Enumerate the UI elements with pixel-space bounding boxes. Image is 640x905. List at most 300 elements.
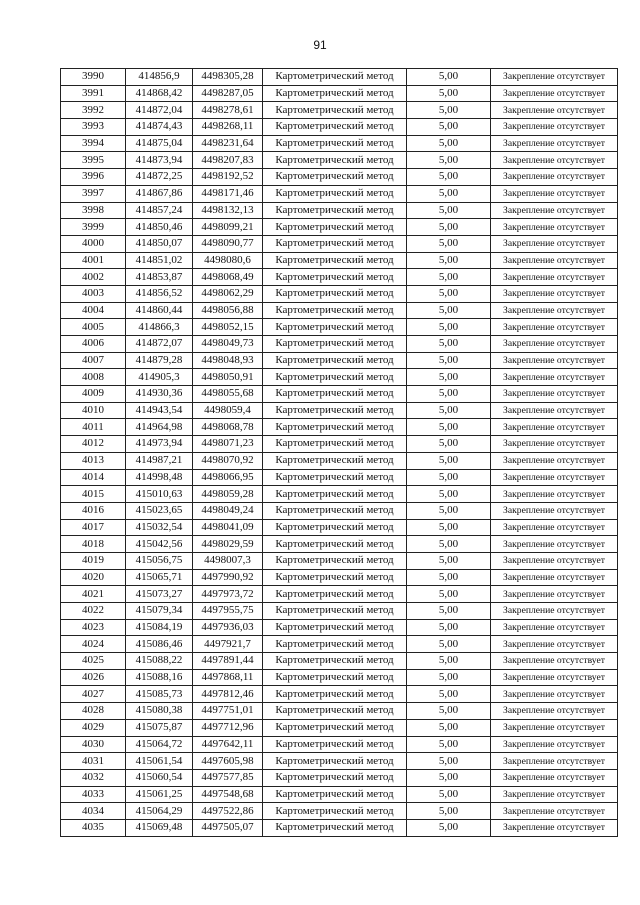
precision-cell: 5,00 bbox=[407, 235, 491, 252]
coord-y-cell: 4498287,05 bbox=[193, 85, 263, 102]
coord-x-cell: 415084,19 bbox=[126, 619, 193, 636]
point-number-cell: 4035 bbox=[61, 819, 126, 836]
point-number-cell: 4021 bbox=[61, 586, 126, 603]
fixation-cell: Закрепление отсутствует bbox=[491, 169, 618, 186]
coord-x-cell: 414873,94 bbox=[126, 152, 193, 169]
point-number-cell: 4005 bbox=[61, 319, 126, 336]
method-cell: Картометрический метод bbox=[263, 819, 407, 836]
method-cell: Картометрический метод bbox=[263, 669, 407, 686]
method-cell: Картометрический метод bbox=[263, 753, 407, 770]
precision-cell: 5,00 bbox=[407, 736, 491, 753]
method-cell: Картометрический метод bbox=[263, 185, 407, 202]
fixation-cell: Закрепление отсутствует bbox=[491, 703, 618, 720]
coord-y-cell: 4498062,29 bbox=[193, 285, 263, 302]
coord-y-cell: 4498192,52 bbox=[193, 169, 263, 186]
fixation-cell: Закрепление отсутствует bbox=[491, 519, 618, 536]
coord-x-cell: 414868,42 bbox=[126, 85, 193, 102]
coord-x-cell: 415064,72 bbox=[126, 736, 193, 753]
table-row bbox=[61, 419, 618, 436]
fixation-cell: Закрепление отсутствует bbox=[491, 636, 618, 653]
coord-y-cell: 4497891,44 bbox=[193, 653, 263, 670]
precision-cell: 5,00 bbox=[407, 769, 491, 786]
fixation-cell: Закрепление отсутствует bbox=[491, 402, 618, 419]
method-cell: Картометрический метод bbox=[263, 586, 407, 603]
coord-x-cell: 415056,75 bbox=[126, 552, 193, 569]
point-number-cell: 4028 bbox=[61, 703, 126, 720]
method-cell: Картометрический метод bbox=[263, 452, 407, 469]
precision-cell: 5,00 bbox=[407, 219, 491, 236]
coord-y-cell: 4497990,92 bbox=[193, 569, 263, 586]
table-row bbox=[61, 603, 618, 620]
coord-x-cell: 415073,27 bbox=[126, 586, 193, 603]
coord-y-cell: 4497522,86 bbox=[193, 803, 263, 820]
coord-x-cell: 414875,04 bbox=[126, 135, 193, 152]
point-number-cell: 4031 bbox=[61, 753, 126, 770]
method-cell: Картометрический метод bbox=[263, 269, 407, 286]
precision-cell: 5,00 bbox=[407, 753, 491, 770]
coord-x-cell: 415060,54 bbox=[126, 769, 193, 786]
table-row bbox=[61, 536, 618, 553]
point-number-cell: 4012 bbox=[61, 436, 126, 453]
coord-x-cell: 414964,98 bbox=[126, 419, 193, 436]
precision-cell: 5,00 bbox=[407, 719, 491, 736]
method-cell: Картометрический метод bbox=[263, 85, 407, 102]
fixation-cell: Закрепление отсутствует bbox=[491, 753, 618, 770]
table-row bbox=[61, 235, 618, 252]
precision-cell: 5,00 bbox=[407, 586, 491, 603]
precision-cell: 5,00 bbox=[407, 653, 491, 670]
point-number-cell: 3996 bbox=[61, 169, 126, 186]
table-row bbox=[61, 769, 618, 786]
point-number-cell: 3995 bbox=[61, 152, 126, 169]
table-row bbox=[61, 586, 618, 603]
table-row bbox=[61, 102, 618, 119]
table-row bbox=[61, 369, 618, 386]
precision-cell: 5,00 bbox=[407, 352, 491, 369]
precision-cell: 5,00 bbox=[407, 285, 491, 302]
precision-cell: 5,00 bbox=[407, 786, 491, 803]
point-number-cell: 3997 bbox=[61, 185, 126, 202]
point-number-cell: 4000 bbox=[61, 235, 126, 252]
fixation-cell: Закрепление отсутствует bbox=[491, 536, 618, 553]
table-row bbox=[61, 319, 618, 336]
coord-y-cell: 4498207,83 bbox=[193, 152, 263, 169]
method-cell: Картометрический метод bbox=[263, 402, 407, 419]
fixation-cell: Закрепление отсутствует bbox=[491, 586, 618, 603]
coord-x-cell: 415086,46 bbox=[126, 636, 193, 653]
point-number-cell: 3998 bbox=[61, 202, 126, 219]
coord-y-cell: 4498048,93 bbox=[193, 352, 263, 369]
fixation-cell: Закрепление отсутствует bbox=[491, 252, 618, 269]
precision-cell: 5,00 bbox=[407, 85, 491, 102]
method-cell: Картометрический метод bbox=[263, 736, 407, 753]
method-cell: Картометрический метод bbox=[263, 252, 407, 269]
point-number-cell: 4024 bbox=[61, 636, 126, 653]
precision-cell: 5,00 bbox=[407, 252, 491, 269]
coord-y-cell: 4497921,7 bbox=[193, 636, 263, 653]
fixation-cell: Закрепление отсутствует bbox=[491, 436, 618, 453]
precision-cell: 5,00 bbox=[407, 119, 491, 136]
fixation-cell: Закрепление отсутствует bbox=[491, 686, 618, 703]
precision-cell: 5,00 bbox=[407, 819, 491, 836]
point-number-cell: 4030 bbox=[61, 736, 126, 753]
coord-x-cell: 415088,16 bbox=[126, 669, 193, 686]
fixation-cell: Закрепление отсутствует bbox=[491, 619, 618, 636]
coord-y-cell: 4498132,13 bbox=[193, 202, 263, 219]
fixation-cell: Закрепление отсутствует bbox=[491, 302, 618, 319]
coord-x-cell: 414860,44 bbox=[126, 302, 193, 319]
precision-cell: 5,00 bbox=[407, 486, 491, 503]
method-cell: Картометрический метод bbox=[263, 369, 407, 386]
coord-x-cell: 414872,04 bbox=[126, 102, 193, 119]
precision-cell: 5,00 bbox=[407, 135, 491, 152]
coord-y-cell: 4498055,68 bbox=[193, 386, 263, 403]
coord-y-cell: 4498049,24 bbox=[193, 502, 263, 519]
precision-cell: 5,00 bbox=[407, 436, 491, 453]
fixation-cell: Закрепление отсутствует bbox=[491, 135, 618, 152]
coord-y-cell: 4497548,68 bbox=[193, 786, 263, 803]
point-number-cell: 3999 bbox=[61, 219, 126, 236]
fixation-cell: Закрепление отсутствует bbox=[491, 69, 618, 86]
method-cell: Картометрический метод bbox=[263, 352, 407, 369]
fixation-cell: Закрепление отсутствует bbox=[491, 386, 618, 403]
method-cell: Картометрический метод bbox=[263, 552, 407, 569]
coord-y-cell: 4498080,6 bbox=[193, 252, 263, 269]
table-row bbox=[61, 819, 618, 836]
method-cell: Картометрический метод bbox=[263, 619, 407, 636]
table-row bbox=[61, 753, 618, 770]
fixation-cell: Закрепление отсутствует bbox=[491, 569, 618, 586]
fixation-cell: Закрепление отсутствует bbox=[491, 736, 618, 753]
method-cell: Картометрический метод bbox=[263, 152, 407, 169]
coord-x-cell: 414866,3 bbox=[126, 319, 193, 336]
method-cell: Картометрический метод bbox=[263, 419, 407, 436]
coord-y-cell: 4497712,96 bbox=[193, 719, 263, 736]
fixation-cell: Закрепление отсутствует bbox=[491, 469, 618, 486]
fixation-cell: Закрепление отсутствует bbox=[491, 269, 618, 286]
fixation-cell: Закрепление отсутствует bbox=[491, 803, 618, 820]
coord-y-cell: 4497973,72 bbox=[193, 586, 263, 603]
table-row bbox=[61, 219, 618, 236]
coord-y-cell: 4497868,11 bbox=[193, 669, 263, 686]
table-row bbox=[61, 336, 618, 353]
fixation-cell: Закрепление отсутствует bbox=[491, 152, 618, 169]
precision-cell: 5,00 bbox=[407, 669, 491, 686]
method-cell: Картометрический метод bbox=[263, 719, 407, 736]
coord-x-cell: 415064,29 bbox=[126, 803, 193, 820]
precision-cell: 5,00 bbox=[407, 102, 491, 119]
precision-cell: 5,00 bbox=[407, 336, 491, 353]
method-cell: Картометрический метод bbox=[263, 653, 407, 670]
fixation-cell: Закрепление отсутствует bbox=[491, 786, 618, 803]
table-row bbox=[61, 569, 618, 586]
table-row bbox=[61, 135, 618, 152]
point-number-cell: 3994 bbox=[61, 135, 126, 152]
method-cell: Картометрический метод bbox=[263, 319, 407, 336]
method-cell: Картометрический метод bbox=[263, 285, 407, 302]
precision-cell: 5,00 bbox=[407, 536, 491, 553]
coord-y-cell: 4497505,07 bbox=[193, 819, 263, 836]
table-row bbox=[61, 252, 618, 269]
table-row bbox=[61, 636, 618, 653]
fixation-cell: Закрепление отсутствует bbox=[491, 352, 618, 369]
precision-cell: 5,00 bbox=[407, 452, 491, 469]
precision-cell: 5,00 bbox=[407, 703, 491, 720]
precision-cell: 5,00 bbox=[407, 519, 491, 536]
table-row bbox=[61, 669, 618, 686]
coord-y-cell: 4498071,23 bbox=[193, 436, 263, 453]
precision-cell: 5,00 bbox=[407, 419, 491, 436]
precision-cell: 5,00 bbox=[407, 603, 491, 620]
precision-cell: 5,00 bbox=[407, 269, 491, 286]
method-cell: Картометрический метод bbox=[263, 636, 407, 653]
point-number-cell: 4022 bbox=[61, 603, 126, 620]
fixation-cell: Закрепление отсутствует bbox=[491, 85, 618, 102]
point-number-cell: 4017 bbox=[61, 519, 126, 536]
coord-y-cell: 4498070,92 bbox=[193, 452, 263, 469]
coord-x-cell: 415061,54 bbox=[126, 753, 193, 770]
method-cell: Картометрический метод bbox=[263, 502, 407, 519]
coord-y-cell: 4498049,73 bbox=[193, 336, 263, 353]
coord-x-cell: 414856,52 bbox=[126, 285, 193, 302]
point-number-cell: 4007 bbox=[61, 352, 126, 369]
coord-y-cell: 4498052,15 bbox=[193, 319, 263, 336]
point-number-cell: 4023 bbox=[61, 619, 126, 636]
coord-y-cell: 4497642,11 bbox=[193, 736, 263, 753]
method-cell: Картометрический метод bbox=[263, 102, 407, 119]
point-number-cell: 3992 bbox=[61, 102, 126, 119]
coord-y-cell: 4498059,28 bbox=[193, 486, 263, 503]
point-number-cell: 4025 bbox=[61, 653, 126, 670]
fixation-cell: Закрепление отсутствует bbox=[491, 452, 618, 469]
method-cell: Картометрический метод bbox=[263, 519, 407, 536]
coord-x-cell: 414857,24 bbox=[126, 202, 193, 219]
table-row bbox=[61, 85, 618, 102]
coord-x-cell: 414943,54 bbox=[126, 402, 193, 419]
coord-y-cell: 4498305,28 bbox=[193, 69, 263, 86]
table-row bbox=[61, 202, 618, 219]
coord-x-cell: 414850,07 bbox=[126, 235, 193, 252]
method-cell: Картометрический метод bbox=[263, 686, 407, 703]
coord-x-cell: 415075,87 bbox=[126, 719, 193, 736]
precision-cell: 5,00 bbox=[407, 202, 491, 219]
table-row bbox=[61, 185, 618, 202]
table-row bbox=[61, 69, 618, 86]
fixation-cell: Закрепление отсутствует bbox=[491, 502, 618, 519]
coord-y-cell: 4497577,85 bbox=[193, 769, 263, 786]
method-cell: Картометрический метод bbox=[263, 69, 407, 86]
point-number-cell: 4027 bbox=[61, 686, 126, 703]
coord-x-cell: 415065,71 bbox=[126, 569, 193, 586]
point-number-cell: 3991 bbox=[61, 85, 126, 102]
table-row bbox=[61, 452, 618, 469]
precision-cell: 5,00 bbox=[407, 369, 491, 386]
method-cell: Картометрический метод bbox=[263, 302, 407, 319]
table-row bbox=[61, 803, 618, 820]
method-cell: Картометрический метод bbox=[263, 436, 407, 453]
method-cell: Картометрический метод bbox=[263, 202, 407, 219]
point-number-cell: 4020 bbox=[61, 569, 126, 586]
coord-x-cell: 414874,43 bbox=[126, 119, 193, 136]
coord-y-cell: 4497605,98 bbox=[193, 753, 263, 770]
precision-cell: 5,00 bbox=[407, 319, 491, 336]
precision-cell: 5,00 bbox=[407, 619, 491, 636]
table-row bbox=[61, 619, 618, 636]
precision-cell: 5,00 bbox=[407, 169, 491, 186]
method-cell: Картометрический метод bbox=[263, 135, 407, 152]
point-number-cell: 4033 bbox=[61, 786, 126, 803]
coord-x-cell: 415032,54 bbox=[126, 519, 193, 536]
table-row bbox=[61, 152, 618, 169]
table-row bbox=[61, 386, 618, 403]
coord-x-cell: 415023,65 bbox=[126, 502, 193, 519]
coord-x-cell: 415042,56 bbox=[126, 536, 193, 553]
table-row bbox=[61, 436, 618, 453]
coord-x-cell: 415080,38 bbox=[126, 703, 193, 720]
table-row bbox=[61, 302, 618, 319]
precision-cell: 5,00 bbox=[407, 302, 491, 319]
point-number-cell: 4003 bbox=[61, 285, 126, 302]
fixation-cell: Закрепление отсутствует bbox=[491, 819, 618, 836]
point-number-cell: 4029 bbox=[61, 719, 126, 736]
table-row bbox=[61, 736, 618, 753]
table-row bbox=[61, 703, 618, 720]
fixation-cell: Закрепление отсутствует bbox=[491, 719, 618, 736]
point-number-cell: 4015 bbox=[61, 486, 126, 503]
coord-y-cell: 4498007,3 bbox=[193, 552, 263, 569]
coord-y-cell: 4498066,95 bbox=[193, 469, 263, 486]
precision-cell: 5,00 bbox=[407, 686, 491, 703]
coord-x-cell: 414853,87 bbox=[126, 269, 193, 286]
table-row bbox=[61, 486, 618, 503]
method-cell: Картометрический метод bbox=[263, 469, 407, 486]
coord-x-cell: 414998,48 bbox=[126, 469, 193, 486]
precision-cell: 5,00 bbox=[407, 803, 491, 820]
coord-x-cell: 414850,46 bbox=[126, 219, 193, 236]
table-row bbox=[61, 519, 618, 536]
coord-x-cell: 414987,21 bbox=[126, 452, 193, 469]
coord-y-cell: 4498090,77 bbox=[193, 235, 263, 252]
table-row bbox=[61, 285, 618, 302]
fixation-cell: Закрепление отсутствует bbox=[491, 219, 618, 236]
fixation-cell: Закрепление отсутствует bbox=[491, 552, 618, 569]
method-cell: Картометрический метод bbox=[263, 486, 407, 503]
coord-x-cell: 414872,07 bbox=[126, 336, 193, 353]
point-number-cell: 4008 bbox=[61, 369, 126, 386]
point-number-cell: 4002 bbox=[61, 269, 126, 286]
coord-x-cell: 414856,9 bbox=[126, 69, 193, 86]
coord-y-cell: 4497812,46 bbox=[193, 686, 263, 703]
coord-x-cell: 415085,73 bbox=[126, 686, 193, 703]
fixation-cell: Закрепление отсутствует bbox=[491, 419, 618, 436]
coord-x-cell: 414879,28 bbox=[126, 352, 193, 369]
precision-cell: 5,00 bbox=[407, 502, 491, 519]
coord-x-cell: 414905,3 bbox=[126, 369, 193, 386]
point-number-cell: 4026 bbox=[61, 669, 126, 686]
coord-y-cell: 4498099,21 bbox=[193, 219, 263, 236]
coord-x-cell: 414872,25 bbox=[126, 169, 193, 186]
table-row bbox=[61, 552, 618, 569]
coord-x-cell: 415061,25 bbox=[126, 786, 193, 803]
precision-cell: 5,00 bbox=[407, 552, 491, 569]
point-number-cell: 4019 bbox=[61, 552, 126, 569]
method-cell: Картометрический метод bbox=[263, 386, 407, 403]
coord-x-cell: 414930,36 bbox=[126, 386, 193, 403]
fixation-cell: Закрепление отсутствует bbox=[491, 653, 618, 670]
coord-x-cell: 415079,34 bbox=[126, 603, 193, 620]
table-row bbox=[61, 719, 618, 736]
coord-y-cell: 4498068,49 bbox=[193, 269, 263, 286]
point-number-cell: 4018 bbox=[61, 536, 126, 553]
coord-y-cell: 4498231,64 bbox=[193, 135, 263, 152]
point-number-cell: 4011 bbox=[61, 419, 126, 436]
coord-x-cell: 414867,86 bbox=[126, 185, 193, 202]
table-row bbox=[61, 402, 618, 419]
point-number-cell: 4010 bbox=[61, 402, 126, 419]
table-row bbox=[61, 502, 618, 519]
point-number-cell: 3993 bbox=[61, 119, 126, 136]
method-cell: Картометрический метод bbox=[263, 119, 407, 136]
coord-y-cell: 4497955,75 bbox=[193, 603, 263, 620]
table-row bbox=[61, 169, 618, 186]
coord-x-cell: 415069,48 bbox=[126, 819, 193, 836]
precision-cell: 5,00 bbox=[407, 386, 491, 403]
coord-y-cell: 4498050,91 bbox=[193, 369, 263, 386]
precision-cell: 5,00 bbox=[407, 469, 491, 486]
point-number-cell: 4004 bbox=[61, 302, 126, 319]
fixation-cell: Закрепление отсутствует bbox=[491, 369, 618, 386]
method-cell: Картометрический метод bbox=[263, 786, 407, 803]
fixation-cell: Закрепление отсутствует bbox=[491, 486, 618, 503]
coord-x-cell: 415010,63 bbox=[126, 486, 193, 503]
fixation-cell: Закрепление отсутствует bbox=[491, 769, 618, 786]
point-number-cell: 4032 bbox=[61, 769, 126, 786]
table-row bbox=[61, 686, 618, 703]
precision-cell: 5,00 bbox=[407, 69, 491, 86]
coord-y-cell: 4498171,46 bbox=[193, 185, 263, 202]
table-body bbox=[61, 69, 618, 837]
fixation-cell: Закрепление отсутствует bbox=[491, 202, 618, 219]
fixation-cell: Закрепление отсутствует bbox=[491, 285, 618, 302]
precision-cell: 5,00 bbox=[407, 636, 491, 653]
table-row bbox=[61, 653, 618, 670]
coord-y-cell: 4498041,09 bbox=[193, 519, 263, 536]
fixation-cell: Закрепление отсутствует bbox=[491, 669, 618, 686]
point-number-cell: 3990 bbox=[61, 69, 126, 86]
point-number-cell: 4013 bbox=[61, 452, 126, 469]
coord-x-cell: 415088,22 bbox=[126, 653, 193, 670]
coord-y-cell: 4498059,4 bbox=[193, 402, 263, 419]
method-cell: Картометрический метод bbox=[263, 336, 407, 353]
method-cell: Картометрический метод bbox=[263, 235, 407, 252]
table-row bbox=[61, 352, 618, 369]
coord-y-cell: 4498029,59 bbox=[193, 536, 263, 553]
coordinates-table bbox=[60, 68, 618, 837]
coord-y-cell: 4498278,61 bbox=[193, 102, 263, 119]
method-cell: Картометрический метод bbox=[263, 536, 407, 553]
table-row bbox=[61, 786, 618, 803]
precision-cell: 5,00 bbox=[407, 569, 491, 586]
point-number-cell: 4034 bbox=[61, 803, 126, 820]
method-cell: Картометрический метод bbox=[263, 703, 407, 720]
coord-x-cell: 414851,02 bbox=[126, 252, 193, 269]
table-row bbox=[61, 119, 618, 136]
coord-y-cell: 4497936,03 bbox=[193, 619, 263, 636]
method-cell: Картометрический метод bbox=[263, 769, 407, 786]
fixation-cell: Закрепление отсутствует bbox=[491, 336, 618, 353]
table-row bbox=[61, 269, 618, 286]
point-number-cell: 4014 bbox=[61, 469, 126, 486]
